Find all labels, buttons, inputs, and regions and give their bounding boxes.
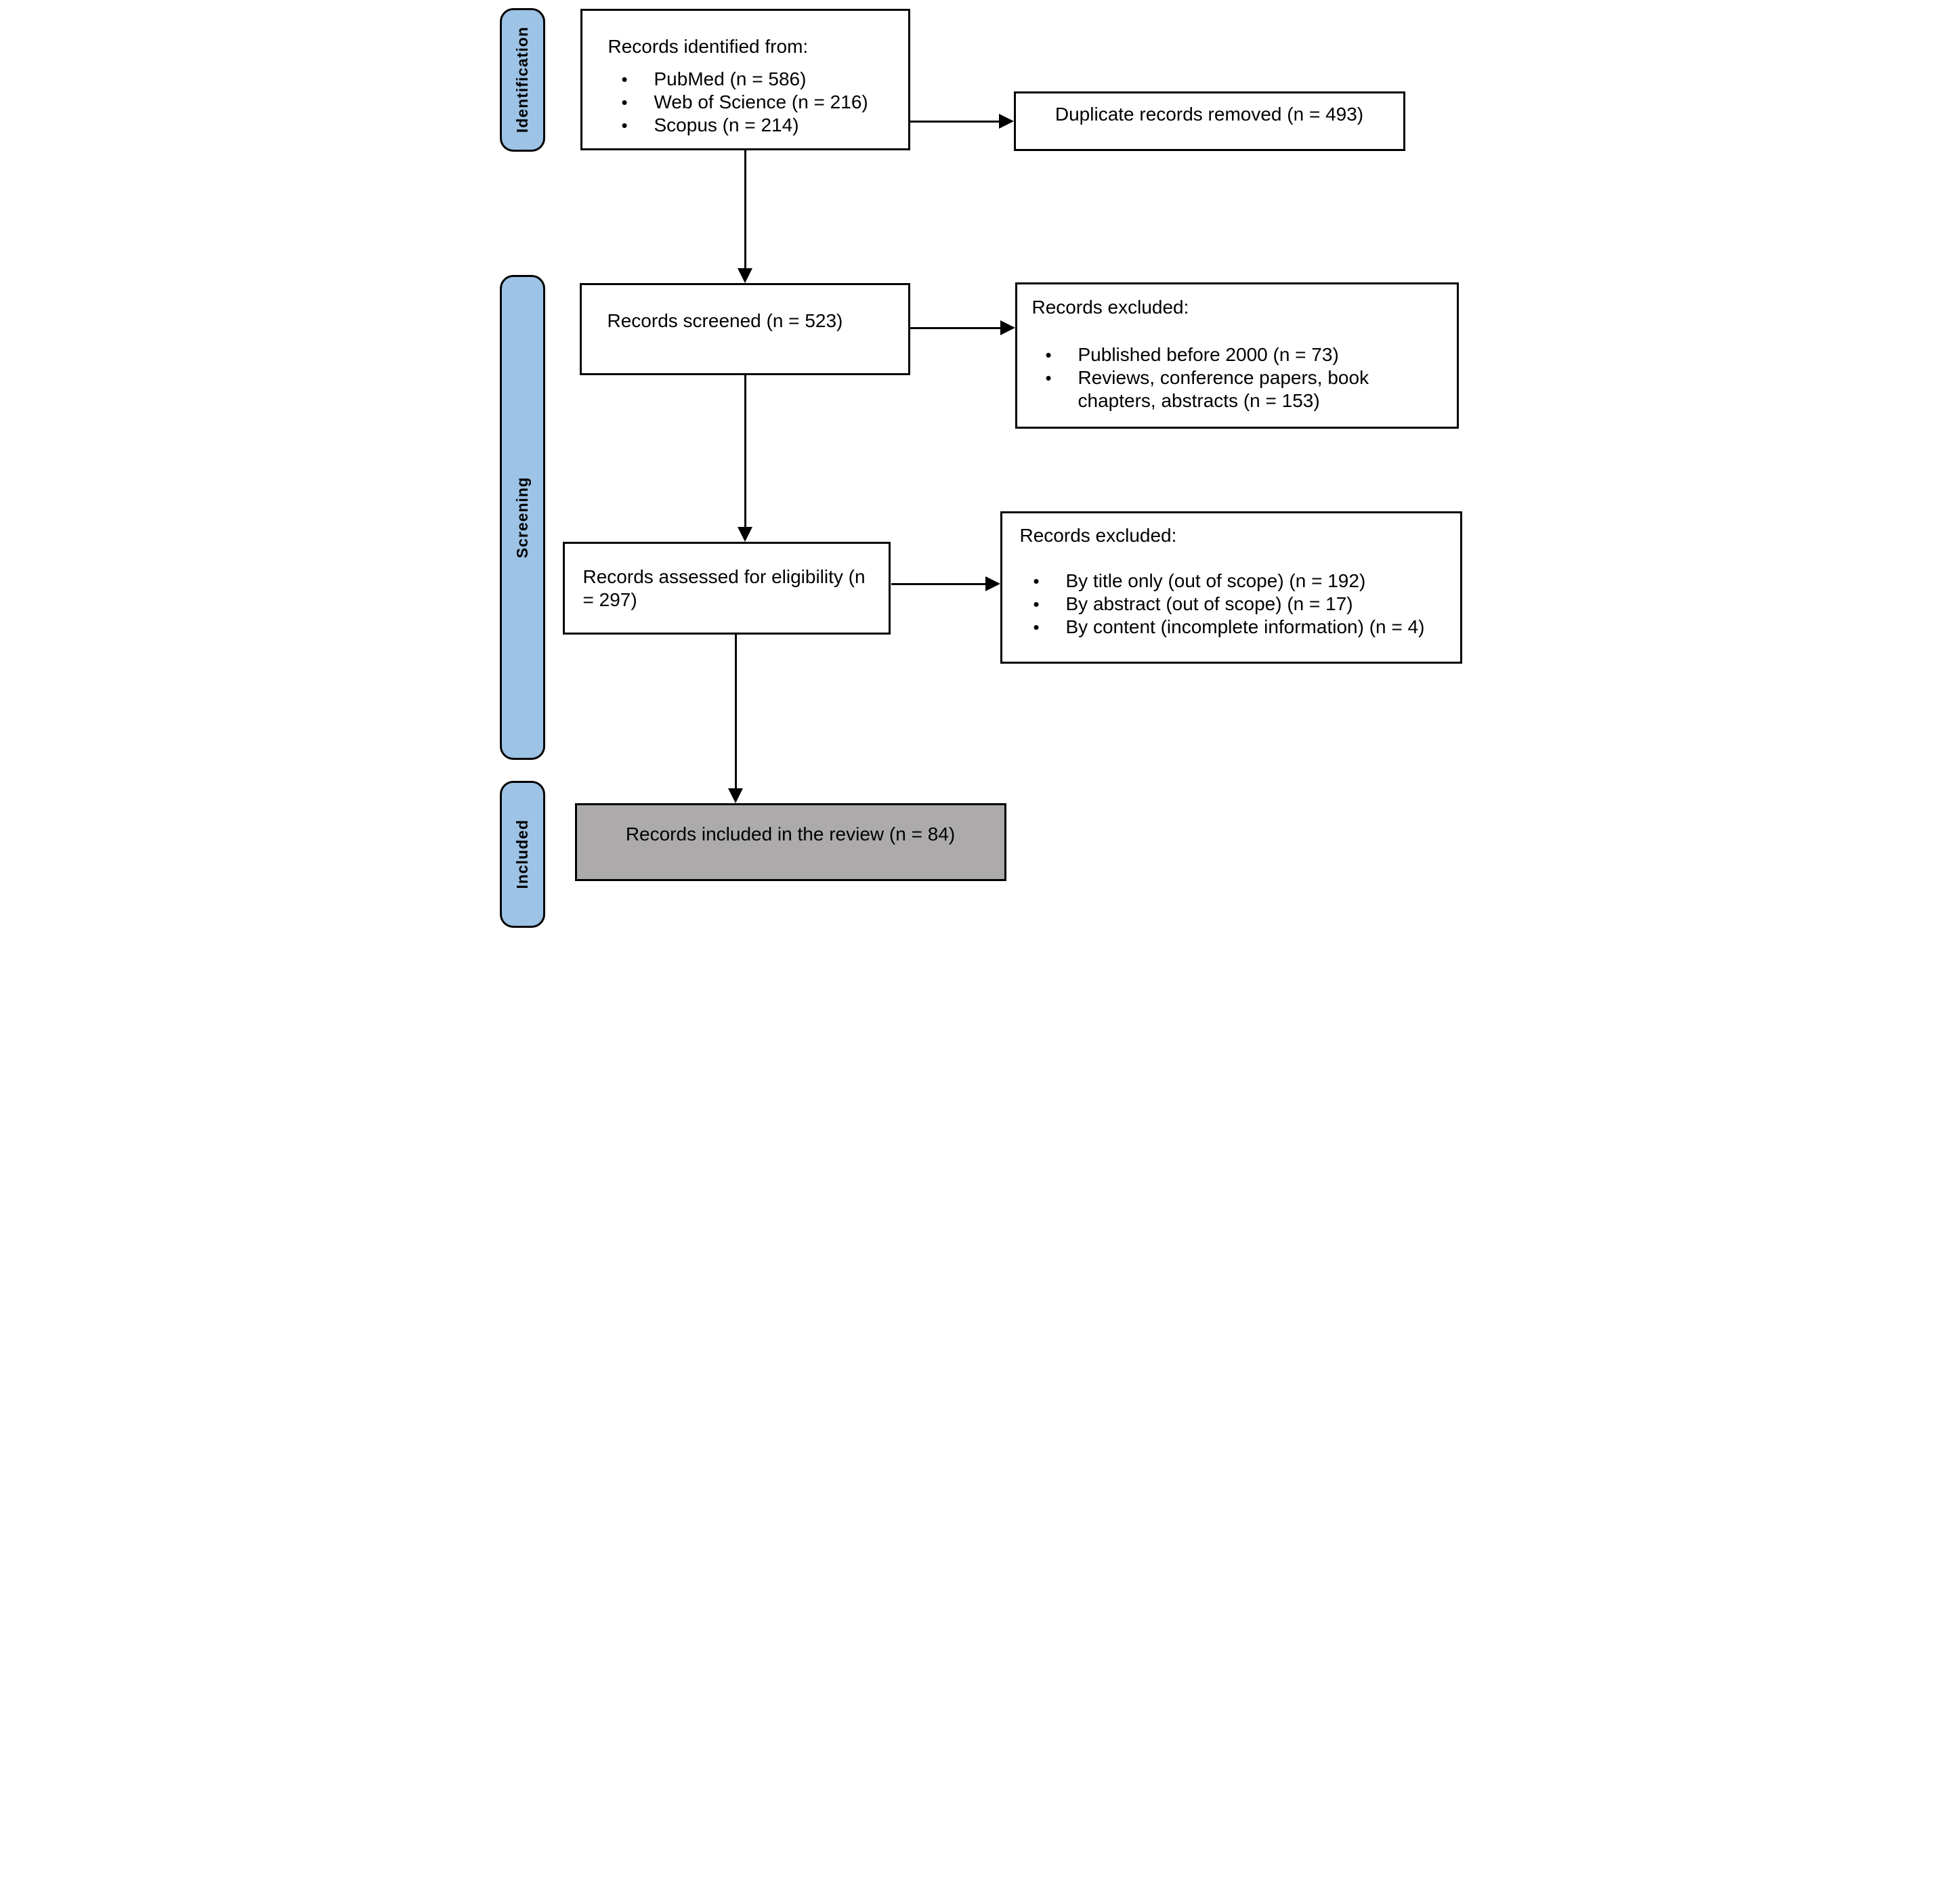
box-records-screened [580, 283, 910, 375]
box-duplicates-removed [1014, 91, 1405, 151]
stage-label-identification [500, 8, 545, 152]
bullet-item: • Reviews, conference papers, book chapters, abstracts (n = 153) [1032, 366, 1384, 412]
stage-label-included-text: Included [513, 819, 531, 889]
box-records-screened-text: Records screened (n = 523) [607, 310, 843, 331]
records-excluded-eligibility-bullet-list [1020, 570, 1453, 639]
bullet-item: • By title only (out of scope) (n = 192) [1020, 570, 1453, 593]
box-records-assessed [563, 542, 891, 635]
arrow-screened-to-excluded-head-icon [1000, 320, 1015, 335]
box-records-included-text: Records included in the review (n = 84) [625, 824, 956, 845]
box-records-excluded-screening-intro: Records excluded: [1031, 297, 1189, 318]
stage-label-included [500, 781, 545, 928]
records-identified-bullet-list [608, 68, 901, 137]
box-records-excluded-screening [1015, 282, 1459, 429]
arrow-assessed-to-excluded-head-icon [985, 576, 1000, 591]
arrow-assessed-to-included-head-icon [728, 788, 743, 803]
bullet-item: • By content (incomplete information) (n = 4) [1020, 616, 1453, 639]
arrow-identified-to-duplicates-head-icon [999, 114, 1014, 129]
arrow-screened-to-assessed-head-icon [738, 527, 752, 542]
bullet-item: • Web of Science (n = 216) [608, 91, 901, 114]
arrow-assessed-to-excluded-line [891, 583, 987, 585]
box-records-included [575, 803, 1006, 881]
bullet-item: • By abstract (out of scope) (n = 17) [1020, 593, 1453, 616]
arrow-screened-to-assessed-line [744, 375, 746, 528]
arrow-identified-to-screened-head-icon [738, 268, 752, 283]
stage-label-identification-text: Identification [513, 26, 531, 133]
box-records-excluded-eligibility-intro: Records excluded: [1019, 525, 1177, 546]
box-records-identified [580, 9, 910, 150]
arrow-identified-to-screened-line [744, 150, 746, 270]
prisma-flow-diagram [490, 0, 1470, 940]
stage-label-screening-text: Screening [513, 476, 531, 559]
bullet-item: • PubMed (n = 586) [608, 68, 901, 91]
arrow-assessed-to-included-line [735, 635, 737, 790]
stage-label-screening [500, 275, 545, 760]
arrow-screened-to-excluded-line [910, 327, 1002, 329]
box-records-identified-intro: Records identified from: [608, 36, 809, 57]
box-duplicates-removed-text: Duplicate records removed (n = 493) [1054, 104, 1364, 125]
records-excluded-screening-bullet-list [1032, 343, 1384, 412]
bullet-item: • Scopus (n = 214) [608, 114, 901, 137]
arrow-identified-to-duplicates-line [910, 121, 1000, 123]
box-records-assessed-text: Records assessed for eligibility (n = 297) [582, 565, 866, 610]
bullet-item: • Published before 2000 (n = 73) [1032, 343, 1384, 366]
box-records-excluded-eligibility [1000, 511, 1462, 664]
